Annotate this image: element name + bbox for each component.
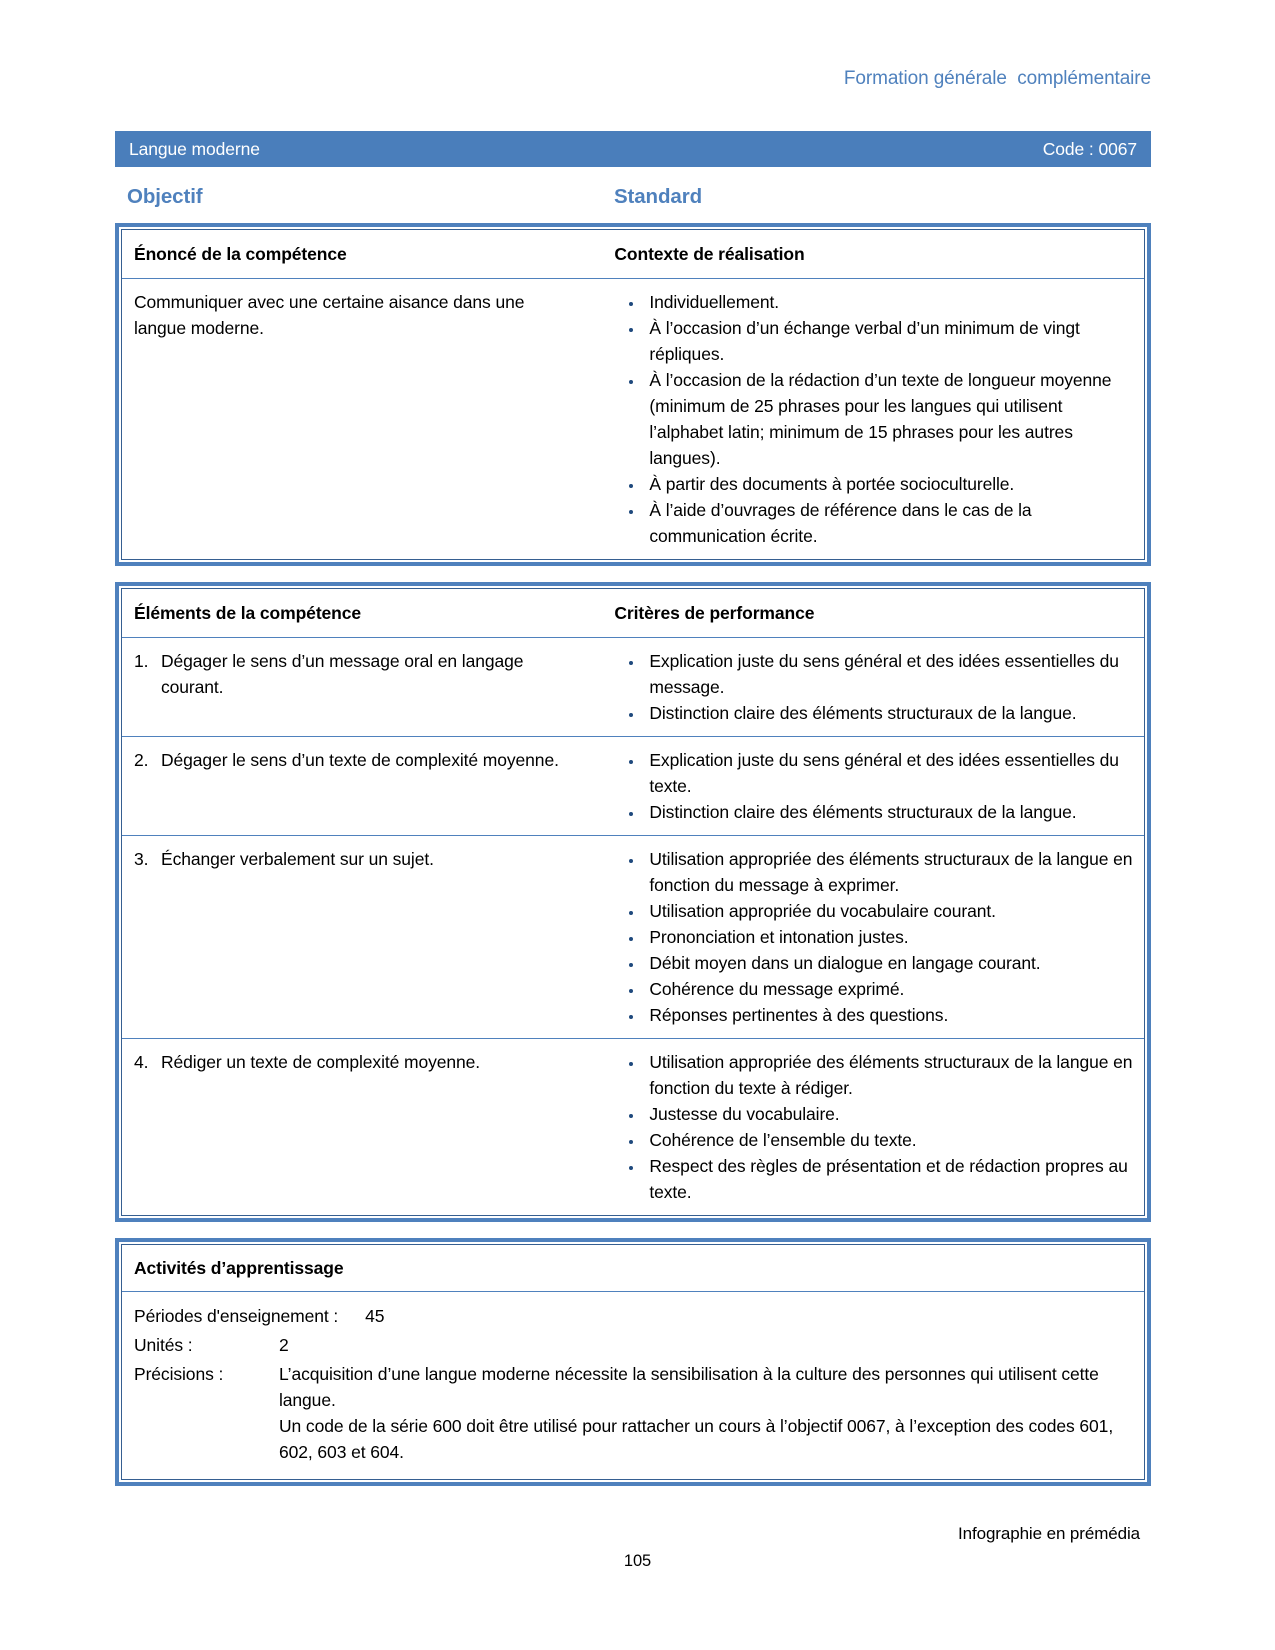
objectif-table: [115, 223, 1151, 566]
bullet-item: • À l’occasion d’un échange verbal d’un minimum de vingt répliques.: [644, 315, 1134, 367]
bullet-item: • À partir des documents à portée socioculturelle.: [644, 471, 1134, 497]
precisions-row: [134, 1361, 1132, 1465]
bullet-item: • Explication juste du sens général et des idées essentielles du texte.: [644, 747, 1134, 799]
periodes-label: Périodes d'enseignement :: [134, 1306, 339, 1326]
bullet-item: • À l’aide d’ouvrages de référence dans le cas de la communication écrite.: [644, 497, 1134, 549]
element-cell: [122, 737, 603, 835]
element-text: Dégager le sens d’un texte de complexité moyenne.: [161, 750, 559, 770]
precisions-label: Précisions :: [134, 1364, 224, 1384]
contexte-bullet-list: [614, 289, 1134, 549]
criteres-cell: [603, 638, 1144, 736]
activites-table: [115, 1238, 1151, 1486]
header-enonce-competence: Énoncé de la compétence: [134, 244, 347, 264]
table-row: [122, 1038, 1144, 1215]
bullet-item: • À l’occasion de la rédaction d’un texte de longueur moyenne (minimum de 25 phrases pour les langues qui utilisent l’alphabet latin; minimum de 15 phrases pour les autres langues).: [644, 367, 1134, 471]
table-row: [122, 637, 1144, 736]
criteres-bullet-list: [614, 846, 1134, 1028]
unites-label: Unités :: [134, 1335, 193, 1355]
criteres-bullet-list: [614, 747, 1134, 825]
objectif-table-header-row: [122, 230, 1144, 278]
criteres-cell: [603, 737, 1144, 835]
element-cell: [122, 836, 603, 1038]
bullet-item: • Distinction claire des éléments structuraux de la langue.: [644, 799, 1134, 825]
bullet-item: • Prononciation et intonation justes.: [644, 924, 1134, 950]
header-contexte-realisation: Contexte de réalisation: [614, 244, 805, 264]
elements-table-inner: [121, 588, 1145, 1216]
banner-title: Langue moderne: [129, 139, 260, 159]
title-banner: [115, 131, 1151, 167]
element-cell: [122, 1039, 603, 1215]
bullet-item: • Individuellement.: [644, 289, 1134, 315]
element-cell: [122, 638, 603, 736]
criteres-cell: [603, 1039, 1144, 1215]
criteres-bullet-list: [614, 648, 1134, 726]
unites-row: [134, 1332, 1132, 1358]
footer-note: Infographie en prémédia: [958, 1524, 1140, 1543]
element-number: 3.: [134, 849, 149, 869]
table-row: [122, 736, 1144, 835]
bullet-item: • Réponses pertinentes à des questions.: [644, 1002, 1134, 1028]
table-row: [122, 835, 1144, 1038]
bullet-item: • Utilisation appropriée du vocabulaire courant.: [644, 898, 1134, 924]
page-number: 105: [623, 1552, 652, 1570]
bullet-item: • Utilisation appropriée des éléments structuraux de la langue en fonction du texte à rédiger.: [644, 1049, 1134, 1101]
section-headings: [115, 184, 1151, 210]
unites-value: 2: [279, 1335, 289, 1355]
header-elements-competence: Éléments de la compétence: [134, 603, 362, 623]
criteres-bullet-list: [614, 1049, 1134, 1205]
elements-table: [115, 582, 1151, 1222]
elements-table-header-row: [122, 589, 1144, 637]
bullet-item: • Explication juste du sens général et des idées essentielles du message.: [644, 648, 1134, 700]
heading-standard: Standard: [613, 185, 702, 208]
bullet-item: • Distinction claire des éléments structuraux de la langue.: [644, 700, 1134, 726]
criteres-cell: [603, 836, 1144, 1038]
precisions-text: [279, 1361, 1132, 1465]
activites-table-inner: [121, 1244, 1145, 1480]
bullet-item: • Cohérence de l’ensemble du texte.: [644, 1127, 1134, 1153]
bullet-item: • Débit moyen dans un dialogue en langage courant.: [644, 950, 1134, 976]
element-number: 4.: [134, 1052, 149, 1072]
bullet-item: • Cohérence du message exprimé.: [644, 976, 1134, 1002]
objectif-table-inner: [121, 229, 1145, 560]
running-header: Formation générale complémentaire: [843, 68, 1151, 89]
heading-objectif: Objectif: [127, 185, 203, 208]
bullet-item: • Justesse du vocabulaire.: [644, 1101, 1134, 1127]
banner-code: Code : 0067: [1042, 139, 1137, 159]
element-text: Rédiger un texte de complexité moyenne.: [161, 1052, 481, 1072]
page-content: [115, 0, 1151, 1486]
objectif-table-body-row: [122, 278, 1144, 559]
enonce-text: Communiquer avec une certaine aisance dans une langue moderne.: [134, 292, 525, 338]
element-number: 2.: [134, 750, 149, 770]
activites-body: [122, 1292, 1144, 1479]
element-text: Dégager le sens d’un message oral en langage courant.: [161, 651, 524, 697]
element-number: 1.: [134, 651, 149, 671]
element-text: Échanger verbalement sur un sujet.: [161, 849, 434, 869]
periodes-row: [134, 1303, 1132, 1329]
bullet-item: • Utilisation appropriée des éléments structuraux de la langue en fonction du message à exprimer.: [644, 846, 1134, 898]
contexte-cell: [603, 279, 1144, 559]
periodes-value: 45: [365, 1306, 385, 1326]
activites-title: Activités d’apprentissage: [122, 1245, 1144, 1292]
precisions-line: L’acquisition d’une langue moderne nécessite la sensibilisation à la culture des personnes qui utilisent cette langue.: [279, 1364, 1099, 1410]
precisions-line: Un code de la série 600 doit être utilisé pour rattacher un cours à l’objectif 0067, à l’exception des codes 601, 602, 603 et 604.: [279, 1416, 1114, 1462]
bullet-item: • Respect des règles de présentation et de rédaction propres au texte.: [644, 1153, 1134, 1205]
header-criteres-performance: Critères de performance: [614, 603, 815, 623]
